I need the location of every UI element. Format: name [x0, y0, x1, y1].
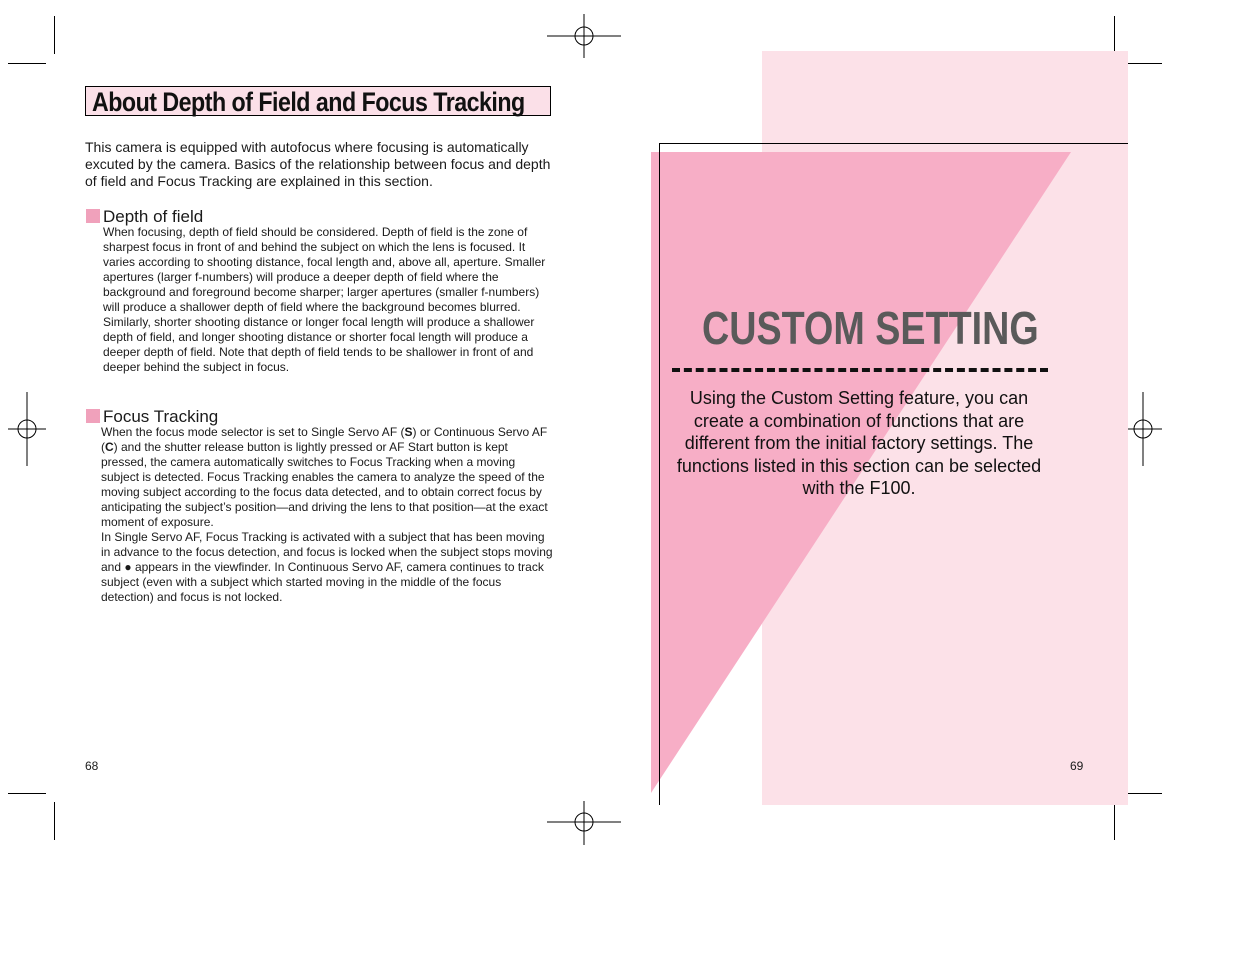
focus-tracking-body-p2 — [101, 530, 553, 605]
section-heading-label: Depth of field — [103, 207, 204, 226]
mode-letter-c: C — [105, 440, 114, 454]
frame-line-top — [659, 143, 1128, 144]
text-run: When the focus mode selector is set to Single Servo AF ( — [101, 425, 405, 439]
page-number-left: 68 — [85, 759, 99, 773]
text-run: ) or Continuous Servo AF ( — [101, 425, 548, 454]
focus-indicator-dot-icon: ● — [124, 560, 132, 574]
depth-of-field-body: When focusing, depth of field should be considered. Depth of field is the zone of sharpest focus in front of and behind the subject on which the lens is focused. It varies according to shooting distance, focal length and, above all, aperture. Smaller apertures (larger f-numbers) will produce a deeper depth of field where the background and foreground become sharper; larger apertures (smaller f-numbers) will produce a shallower depth of field where the background becomes blurred. Similarly, shorter shooting distance or longer focal length will produce a shallower depth of field, and longer shooting distance or shorter focal length will produce a deeper depth of field. Note that depth of field tends to be shallower in front of and deeper behind the subject in focus. — [103, 225, 546, 374]
focus-tracking-body-p1 — [101, 425, 555, 530]
bullet-square-icon — [86, 209, 100, 223]
section-heading-label: Focus Tracking — [103, 407, 219, 426]
page-title: About Depth of Field and Focus Tracking — [92, 87, 525, 117]
dashed-divider — [672, 368, 1048, 372]
page-title-box — [85, 86, 551, 116]
section-heading-focus-tracking — [86, 407, 218, 427]
bullet-square-icon — [86, 409, 100, 423]
intro-paragraph: This camera is equipped with autofocus where focusing is automatically excuted by the camera. Basics of the relationship between focus and depth of field and Focus Tracking are explained in this section. — [85, 139, 551, 189]
frame-line-left — [659, 143, 660, 805]
text-run: ) and the shutter release button is lightly pressed or AF Start button is kept pressed, the camera automatically switches to Focus Tracking when a moving subject is detected. Focus Tracking enables the camera to analyze the speed of the moving subject according to the focus data detected, and to obtain correct focus by anticipating the subject’s position—and driving the lens to that position—at the exact moment of exposure. — [101, 440, 548, 529]
chapter-title: CUSTOM SETTING — [702, 302, 1039, 354]
section-heading-depth-of-field — [86, 207, 203, 227]
text-run: In Single Servo AF, Focus Tracking is activated with a subject that has been moving in advance to the focus detection, and focus is locked when the subject stops moving and — [101, 530, 553, 574]
chapter-description: Using the Custom Setting feature, you can create a combination of functions that are different from the initial factory settings. The functions listed in this section can be selected with the F100. — [676, 388, 1042, 498]
text-run: appears in the viewfinder. In Continuous Servo AF, camera continues to track subject (even with a subject which started moving in the middle of the focus detection) and focus is not locked. — [101, 560, 544, 604]
page-number-right: 69 — [1070, 759, 1084, 773]
mode-letter-s: S — [404, 425, 413, 439]
